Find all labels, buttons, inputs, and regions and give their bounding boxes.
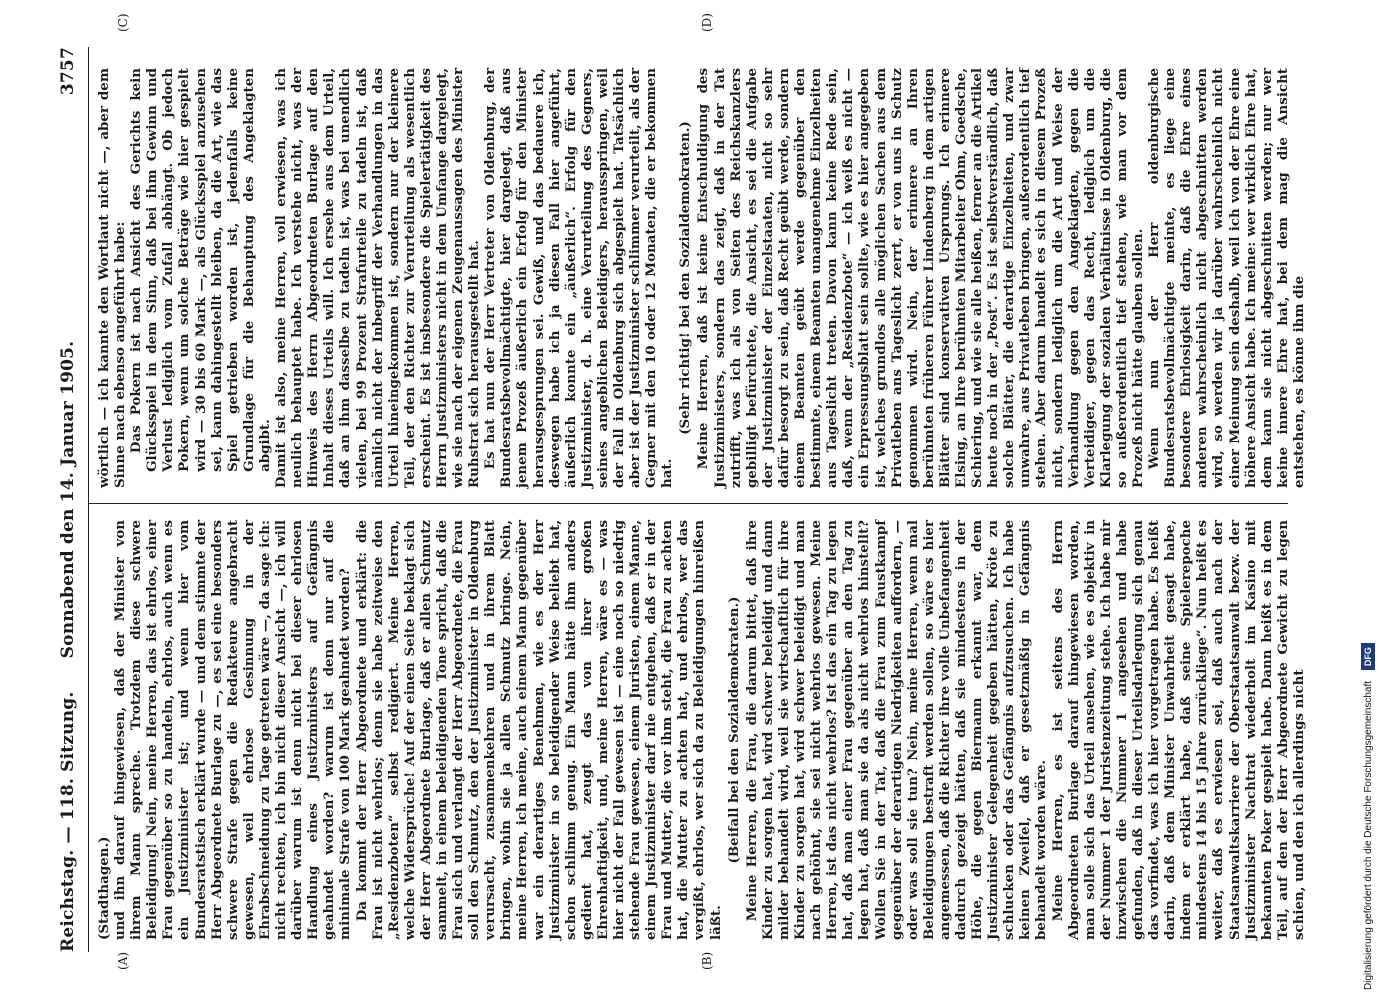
column-divider	[88, 503, 1288, 504]
digitization-notice: Digitalisierung gefördert durch die Deutsche Forschungsgemeinschaft	[1363, 680, 1374, 990]
quotation: Das Pokern ist nach Ansicht des Gerichts kein Glücksspiel in dem Sinn, daß bei ihm Gewinn und Verlust lediglich vom Zufall abhängt. Ob jedoch Pokern, wenn um solche Beträge wie hier gespielt wird — 30 bis 60 Mark —, als Glücksspiel anzusehen sei, kann dahingestellt bleiben, da die Art, wie das Spiel getrieben worden ist, jedenfalls keine Grundlage für die Behauptung des Angeklagten abgibt.	[128, 68, 273, 472]
right-column	[96, 68, 1307, 488]
dfg-logo: DFG	[1361, 643, 1375, 670]
margin-letter-c: (C)	[116, 13, 130, 32]
speaker-tag: (Stadthagen.)	[96, 836, 112, 940]
margin-letter-a: (A)	[116, 951, 130, 970]
paragraph: und ihn darauf hingewiesen, daß der Minister von ihrem Mann spreche. Trotzdem diese schwere Beleidigung! Nein, meine Herren, das ist ehrlos, einer Frau gegenüber so zu handeln, ehrlos, auch wenn es ein Justizminister ist; und wenn hier vom Bundesratstisch erklärt wurde — und dem stimmte der Herr Abgeordnete Burlage zu —, es sei eine besonders schwere Strafe gegen die Redakteure angebracht gewesen, weil ehrlose Gesinnung in der Ehrabschneidung zu Tage getreten wäre —, da sage ich: nicht rechten, ich bin nicht dieser Ansicht —, ich will darüber warum ist denn nicht bei dieser ehrlosen Handlung eines Justizministers auf Gefängnis geahndet worden? warum ist denn nur auf die minimale Strafe von 100 Mark geahndet worden?	[112, 520, 354, 940]
header-rule	[88, 47, 89, 952]
interjection: (Beifall bei den Sozialdemokraten.)	[725, 596, 742, 864]
margin-letter-b: (B)	[700, 951, 714, 970]
page-number: 3757	[58, 47, 78, 96]
paragraph: Da kommt der Herr Abgeordnete und erklärt: die Frau ist nicht wehrlos; denn sie habe zeitweise den „Residenzboten“ selbst redigiert. Meine Herren, welche Widersprüche! Auf der einen Seite beklagt sich der Herr Abgeordnete Burlage, daß er allen Schmutz sammelt, in einem beleidigenden Tone spricht, daß die Frau sich und verlangt der Herr Abgeordnete, die Frau soll den Schmutz, den der Justizminister in Oldenburg verursacht, zusammenkehren und in ihrem Blatt bringen, wohin sie ja allen Schmutz bringe. Nein, meine Herren, ich meine, auch einem Mann gegenüber war ein derartiges Benehmen, wie es der Herr Justizminister in so beleidigender Weise beliebt hat, schon schlimm genug. Ein Mann hätte ihm anders gedient hat, zeugt das von ihrer großen Ehrenhaftigkeit, und, meine Herren, wäre es — was hier nicht der Fall gewesen ist — eine noch so niedrig stehende Frau gewesen, einem Juristen, einem Manne, einem Justizminister darf nie entgehen, daß er in der Frau und Mutter, die vor ihm steht, die Frau zu achten hat, die Mutter zu achten hat, und ehrlos, wer das vergißt, ehrlos, wer sich da zu Beleidigungen hinreißen läßt.	[353, 520, 724, 940]
paragraph: Meine Herren, daß ist keine Entschuldigung des Justizministers, sondern das zeigt, daß in der Tat zutrifft, was ich als von Seiten des Reichskanzlers gebilligt befürchtete, die Ansicht, es sei die Aufgabe der Justizminister der Einzelstaaten, nicht so sehr dafür besorgt zu sein, daß Recht geübt werde, sondern einem Beamten geübt werde gegenüber den bestimmte, einem Beamten unangenehme Einzelheiten aus Tageslicht treten. Davon kann keine Rede sein, daß, wenn der „Residenzbote“ — ich weiß es nicht — ein Erpressungsblatt sein sollte, wie es hier angegeben ist, welches grundlos alle möglichen Sachen aus dem Privatleben ans Tageslicht zerrt, er von uns in Schutz genommen wird. Nein, der erinnere an Ihren berühmten früheren Führer Lindenberg in dem artigen Blätter sind konservativen Ursprungs. Ich erinnere Elsing, an Ihre berühmten Mitarbeiter Ohm, Goedsche, Schiering, und wie sie alle heißen, ferner an die Artikel heute noch in der „Post“. Es ist selbstverständlich, daß solche Blätter, die derartige Einzelheiten, und zwar unwahre, aus Privatleben bringen, außerordentlich tief stehen. Aber darum handelt es sich in diesem Prozeß nicht, sondern lediglich um die Art und Weise der Verhandlung gegen den Angeklagten, gegen die Verteidiger, gegen das Recht, lediglich um die Klarlegung der sozialen Verhältnisse in Oldenburg, die so außerordentlich tief stehen, wie man vor dem Prozeß nicht hätte glauben sollen.	[695, 68, 1146, 488]
header-date: Sonnabend den 14. Januar 1905.	[58, 340, 78, 659]
paragraph: wörtlich — ich kannte den Wortlaut nicht —, aber dem Sinne nach ebenso angeführt habe:	[96, 68, 129, 488]
digitization-sidebar	[1358, 6, 1380, 994]
margin-letter-d: (D)	[700, 13, 714, 32]
paragraph: Es hat nun der Herr Vertreter von Oldenburg, der Bundesratsbevollmächtigte, hier dargelegt, daß aus jenem Prozeß äußerlich ein Erfolg für den Minister herausgesprungen sei. Gewiß, und das bedauere ich, deswegen habe ich ja diesen Fall hier angeführt, äußerlich konnte ein „äußerlich“. Erfolg für den Justizminister, d. h. eine Verurteilung des Gegners, seines angeblichen Beleidigers, herausspringen, weil der Fall in Oldenburg sich abgespielt hat. Tatsächlich aber ist der Justizminister schlimmer verurteilt, als der Gegner mit den 10 oder 12 Monaten, die er bekommen hat.	[482, 68, 676, 488]
paragraph: Meine Herren, die Frau, die darum bittet, daß ihre Kinder zu sorgen hat, wird schwer beleidigt und dann milder behandelt wird, weil sie wirtschaftlich für ihre Kinder zu sorgen hat, wird schwer beleidigt und man nach gehöhnt, sie sei nicht wehrlos gewesen. Meine Herren, ist das nicht wehrlos? Ist das ein Tag zu legen hat, daß man einer Frau gegenüber an den Tag zu legen hat, daß man sie da als nicht wehrlos hinstellt? Wollen Sie in der Tat, daß die Frau zum Faustkampf gegenüber der derartigen Niedrigkeiten auffordern, — oder was soll sie tun? Nein, meine Herren, wenn mal Beleidigungen bestraft werden sollen, so wäre es hier angemessen, daß die Richter ihre volle Unbefangenheit dadurch gezeigt hätten, daß sie mindestens in der Höhe, die gegen Biermann erkannt war, dem Justizminister Gelegenheit gegeben hätten, Kröte zu schlucken oder das Gefängnis aufzusuchen. Ich habe keinen Zweifel, daß er gesetzmäßig in Gefängnis behandelt worden wäre.	[743, 520, 1050, 940]
header-left: Reichstag. — 118. Sitzung.	[58, 691, 78, 952]
paragraph: Wenn nun der Herr oldenburgische Bundesratsbevollmächtigte meinte, es liege eine besondere Ehrlosigkeit darin, daß die Ehre eines anderen wahrscheinlich nicht abgeschnitten werden wird, so werden wir ja darüber wahrscheinlich nicht einer Meinung sein deshalb, weil ich von der Ehre eine höhere Ansicht habe. Ich meine: wer wirklich Ehre hat, dem kann sie nicht abgeschnitten werden; nur wer keine innere Ehre hat, bei dem mag die Ansicht entstehen, es könne ihm die	[1146, 68, 1307, 488]
interjection: (Sehr richtig! bei den Sozialdemokraten.)	[677, 121, 694, 435]
paragraph: Meine Herren, es ist seitens des Herrn Abgeordneten Burlage darauf hingewiesen worden, man solle sich das Urteil ansehen, wie es objektiv in der Nummer 1 der Juristenzeitung stehe. Ich habe mir inzwischen die Nummer 1 angesehen und habe gefunden, daß in dieser Urteilsdarlegung sich genau das vorfindet, was ich hier vorgetragen habe. Es heißt darin, daß dem Minister Unwahrheit gesagt habe, indem er erklärt habe, daß seine Spielerepoche mindestens 14 bis 15 Jahre zurückliege“. Nun heißt es weiter, daß es erwiesen sei, daß auch nach der Staatsanwaltskarriere der Oberstaatsanwalt bezw. der Justizminister Nachtrat wiederholt im Kasino mit bekannten Poker gespielt habe. Dann heißt es in dem Teil, auf den der Herr Abgeordnete Gewicht zu legen schien, und den ich allerdings nicht	[1049, 520, 1307, 940]
left-column	[96, 520, 1307, 940]
page-header	[56, 47, 86, 952]
paragraph: Damit ist also, meine Herren, voll erwiesen, was ich neulich behauptet habe. Ich verstehe nicht, was der Hinweis des Herrn Abgeordneten Burlage auf den Inhalt dieses Urteils will. Ich ersehe aus dem Urteil, daß an ihm dasselbe zu tadeln ist, was bei unendlich vielen, bei 99 Prozent Strafurteile zu tadeln ist, daß nämlich nicht der Inbegriff der Verhandlungen in das Urteil hineingekommen ist, sondern nur der kleinere Teil, der den Richter zur Verurteilung als wesentlich erscheint. Es ist insbesondere die Spielertätigkeit des Herrn Justizministers nicht in dem Umfange dargelegt, wie sie nach der eigenen Zeugenaussagen des Minister Ruhstrat sich herausgestellt hat.	[273, 68, 483, 488]
